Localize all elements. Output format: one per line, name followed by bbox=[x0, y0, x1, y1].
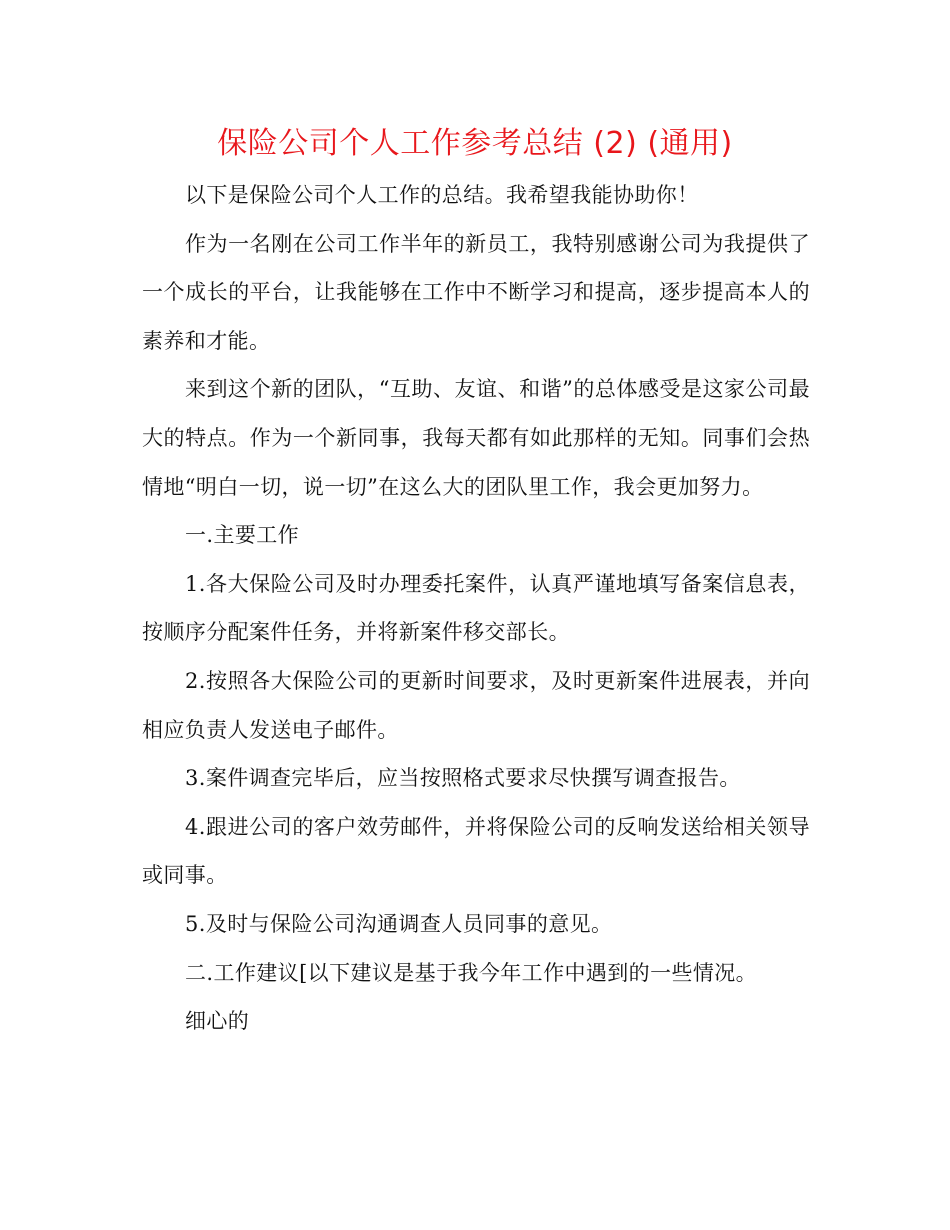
paragraph: 来到这个新的团队，“互助、友谊、和谐”的总体感受是这家公司最大的特点。作为一个新同事，我每天都有如此那样的无知。同事们会热情地“明白一切，说一切”在这么大的团队里工作，我会更加努力。 bbox=[142, 377, 810, 499]
list-item: 4.跟进公司的客户效劳邮件，并将保险公司的反响发送给相关领导或同事。 bbox=[142, 814, 810, 888]
section-heading: 一.主要工作 bbox=[185, 523, 300, 548]
section-heading: 二.工作建议[以下建议是基于我今年工作中遇到的一些情况。 bbox=[185, 960, 758, 985]
paragraph: 作为一名刚在公司工作半年的新员工，我特别感谢公司为我提供了一个成长的平台，让我能够在工作中不断学习和提高，逐步提高本人的素养和才能。 bbox=[142, 231, 810, 353]
list-item: 5.及时与保险公司沟通调查人员同事的意见。 bbox=[185, 911, 613, 936]
document-title: 保险公司个人工作参考总结 (2) (通用) bbox=[217, 126, 733, 161]
list-item: 1.各大保险公司及时办理委托案件，认真严谨地填写备案信息表，按顺序分配案件任务，并将新案件移交部长。 bbox=[142, 571, 810, 645]
document-body bbox=[142, 171, 810, 1046]
paragraph: 细心的 bbox=[185, 1009, 250, 1034]
intro-paragraph: 以下是保险公司个人工作的总结。我希望我能协助你！ bbox=[185, 183, 699, 207]
list-item: 3.案件调查完毕后，应当按照格式要求尽快撰写调查报告。 bbox=[185, 766, 741, 791]
list-item: 2.按照各大保险公司的更新时间要求，及时更新案件进展表，并向相应负责人发送电子邮件。 bbox=[142, 668, 810, 742]
